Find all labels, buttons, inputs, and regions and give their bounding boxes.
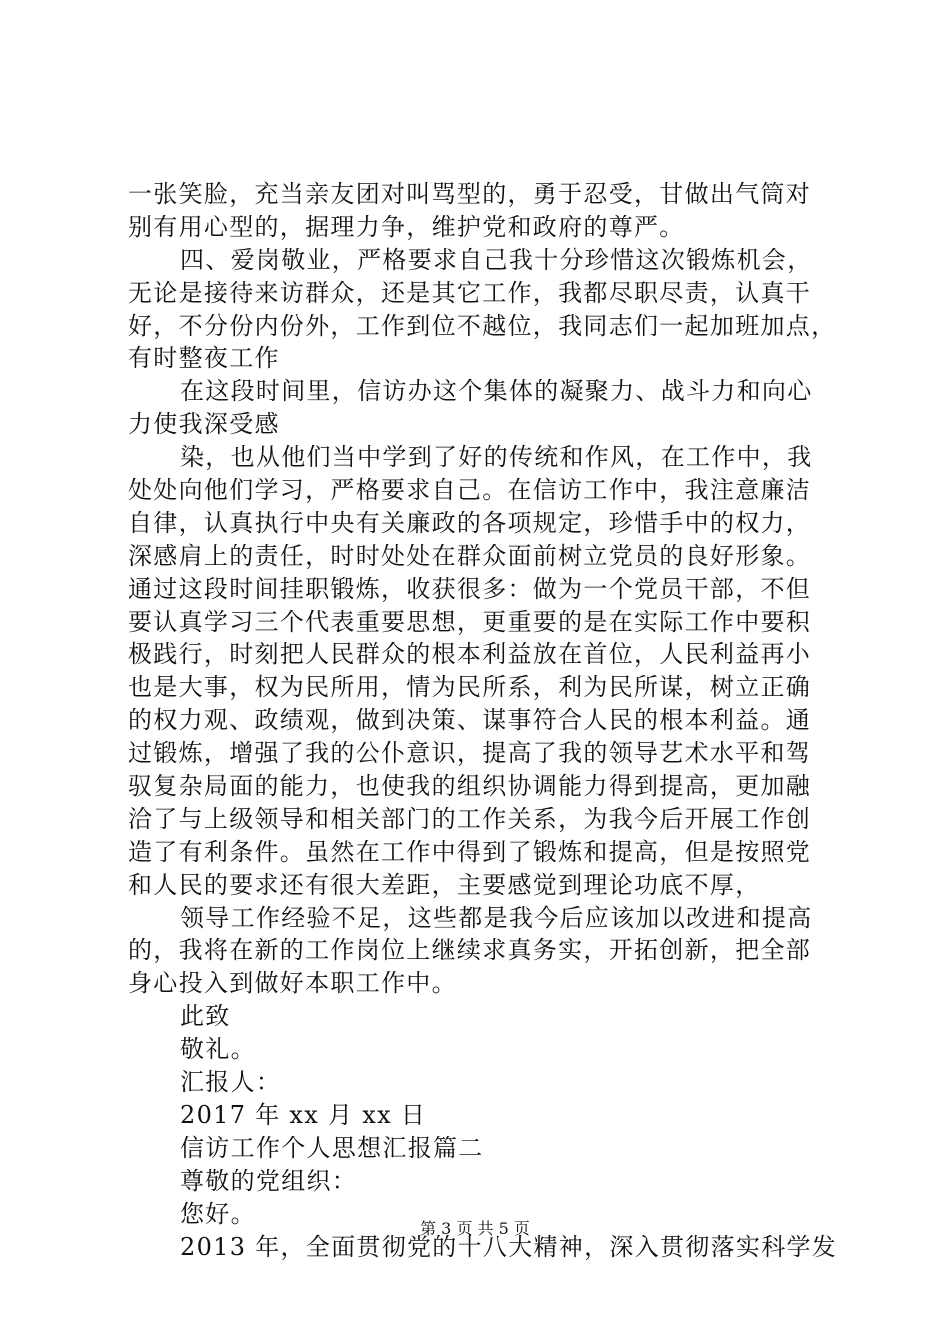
text-line: 身心投入到做好本职工作中。	[128, 969, 457, 998]
text-line: 您好。	[180, 1199, 256, 1228]
text-line: 驭复杂局面的能力，也使我的组织协调能力得到提高，更加融	[128, 772, 812, 801]
text-line: 洽了与上级领导和相关部门的工作关系，为我今后开展工作创	[128, 804, 812, 833]
text-line: 此致	[180, 1002, 231, 1031]
text-line: 四、爱岗敬业，严格要求自己我十分珍惜这次锻炼机会，	[180, 245, 813, 274]
text-line: 有时整夜工作	[128, 344, 280, 373]
text-line: 通过这段时间挂职锻炼，收获很多：做为一个党员干部，不但	[128, 574, 812, 603]
text-line: 处处向他们学习，严格要求自己。在信访工作中，我注意廉洁	[128, 476, 812, 505]
text-line: 的权力观、政绩观，做到决策、谋事符合人民的根本利益。通	[128, 706, 812, 735]
document-body	[128, 178, 840, 1263]
text-line: 造了有利条件。虽然在工作中得到了锻炼和提高，但是按照党	[128, 837, 812, 866]
text-line: 无论是接待来访群众，还是其它工作，我都尽职尽责，认真干	[128, 278, 812, 307]
text-line: 2013 年，全面贯彻党的十八大精神，深入贯彻落实科学发	[180, 1232, 838, 1261]
page-footer: 第 3 页 共 5 页	[420, 1219, 530, 1238]
text-line: 要认真学习三个代表重要思想，更重要的是在实际工作中要积	[128, 607, 812, 636]
text-line: 的，我将在新的工作岗位上继续求真务实，开拓创新，把全部	[128, 936, 812, 965]
text-line: 领导工作经验不足，这些都是我今后应该加以改进和提高	[180, 903, 813, 932]
text-line: 力使我深受感	[128, 410, 280, 439]
text-line: 过锻炼，增强了我的公仆意识，提高了我的领导艺术水平和驾	[128, 739, 812, 768]
text-line: 自律，认真执行中央有关廉政的各项规定，珍惜手中的权力，	[128, 508, 812, 537]
text-line: 2017 年 xx 月 xx 日	[180, 1100, 427, 1129]
text-line: 也是大事，权为民所用，情为民所系，利为民所谋，树立正确	[128, 673, 812, 702]
text-line: 好，不分份内份外，工作到位不越位，我同志们一起加班加点，	[128, 311, 837, 340]
text-line: 敬礼。	[180, 1035, 256, 1064]
text-line: 深感肩上的责任，时时处处在群众面前树立党员的良好形象。	[128, 541, 812, 570]
text-line: 汇报人：	[180, 1068, 282, 1097]
text-line: 一张笑脸，充当亲友团对叫骂型的，勇于忍受，甘做出气筒对	[128, 180, 812, 208]
text-line: 尊敬的党组织：	[180, 1166, 358, 1195]
text-line: 染，也从他们当中学到了好的传统和作风，在工作中，我	[180, 443, 813, 472]
text-line: 和人民的要求还有很大差距，主要感觉到理论功底不厚，	[128, 870, 761, 899]
text-line: 在这段时间里，信访办这个集体的凝聚力、战斗力和向心	[180, 377, 813, 406]
text-line: 别有用心型的，据理力争，维护党和政府的尊严。	[128, 212, 685, 241]
text-line: 信访工作个人思想汇报篇二	[180, 1133, 484, 1162]
text-line: 极践行，时刻把人民群众的根本利益放在首位，人民利益再小	[128, 640, 812, 669]
